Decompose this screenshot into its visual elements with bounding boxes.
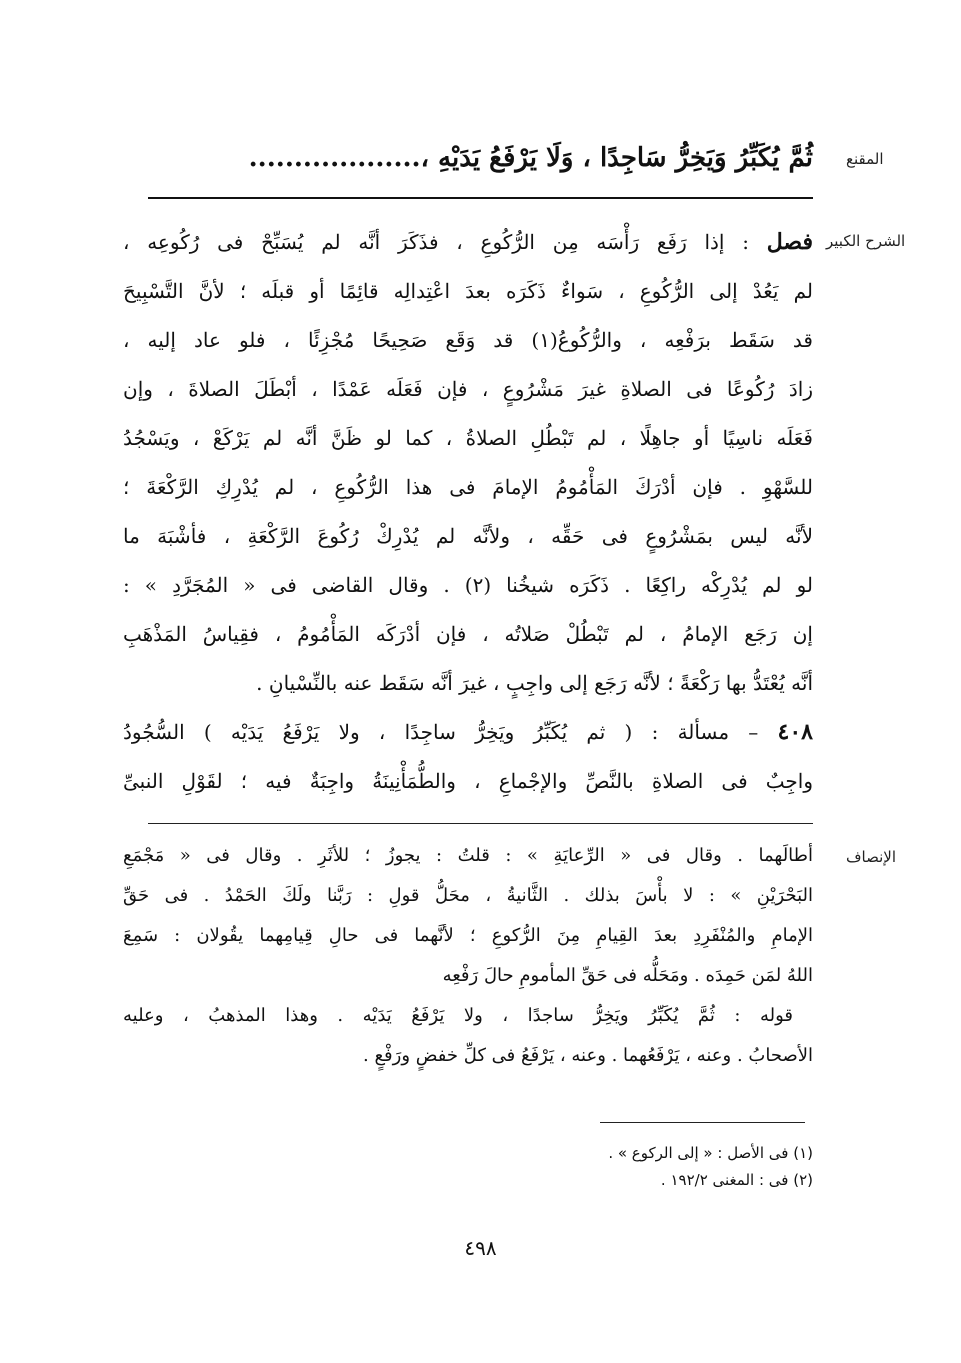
insaf-line-3: الإمامِ والمُنْفَرِدِ بعدَ القِيامِ مِنَ الرُّكوعِ ؛ لأنَّهما فى حالِ قِيامِهما يقُولان : سَمِعَ: [123, 925, 813, 946]
sharh-line-1-text: : إذا رَفَع رَأْسَه مِن الرُّكُوعِ ، فذَكَرَ أنَّه لم يُسَبِّحْ فى رُكُوعِه ،: [123, 230, 749, 254]
sharh-line-7: لأنَّه ليس بمَشْرُوعٍ فى حَقِّه ، ولأنَّه لم يُدْرِكْ رُكُوعَ الرَّكْعَةِ ، فأشْبَهَ ما: [123, 524, 813, 548]
sharh-line-1: [123, 218, 813, 267]
footnote-divider: [600, 1122, 805, 1123]
sharh-line-6: للسَّهْوِ . فإن أدْرَكَ المَأْمُومُ الإمامَ فى هذا الرُّكُوعِ ، لم يُدْرِكِ الرَّكْعَةَ ؛: [123, 475, 813, 499]
insaf-line-5: قوله : ثُمَّ يُكَبِّرُ ويَخِرُّ ساجدًا ، ولا يَرْفَعُ يَدَيْه . وهذا المذهبُ ، وعليه: [123, 1005, 793, 1026]
sharh-line-8: لو لم يُدْرِكْه راكِعًا . ذَكَرَه شيخُنا (٢) . وقال القاضى فى « المُجَرَّدِ » :: [123, 573, 813, 597]
insaf-text-block: [123, 836, 813, 1076]
sharh-line-3: قد سَقَط برَفْعِه ، والرُّكُوعُ(١) قد وَقَع صَحِيحًا مُجْزِئًا ، فلو عاد إليه ،: [123, 328, 813, 352]
masala-number: ٤٠٨: [777, 719, 813, 745]
sharh-line-10: أنَّه يُعْتَدُّ بها رَكْعَةً ؛ لأنَّه رَجَع إلى واجِبٍ ، غيرَ أنَّه سَقَط عنه بالنِّسْيانِ .: [256, 671, 813, 695]
top-divider: [148, 197, 813, 199]
sharh-line-5: فَعَلَه ناسِيًا أو جاهِلًا ، لم تَبْطُلِ الصلاةُ ، كما لو ظَنَّ أنَّه لم يَرْكَعْ ، ويَسْجُدُ: [123, 426, 813, 450]
footnotes: [413, 1140, 813, 1194]
muqni-line: ثُمَّ يُكَبِّرُ وَيَخِرُّ سَاجِدًا ، وَلَا يَرْفَعُ يَدَيْهِ ،...................: [248, 143, 813, 173]
sharh-line-12: واجِبٌ فى الصلاةِ بالنَّصِّ والإجْماعِ ، والطُّمَأْنِينَةُ واجِبَةٌ فيه ؛ لقَوْلِ النبىِّ: [123, 769, 814, 793]
middle-divider: [148, 823, 813, 824]
sharh-text-block: [123, 218, 813, 806]
sharh-line-11: [123, 708, 813, 757]
sharh-line-2: لم يَعُدْ إلى الرُّكُوعِ ، سَواءٌ ذَكَرَه بعدَ اعْتِدالِه قائِمًا أو قبلَه ؛ لأنَّ التَّسْبِيحَ: [123, 279, 813, 303]
footnote-1: (١) فى الأصل : « إلى الركوع » .: [608, 1144, 813, 1162]
sharh-line-4: زادَ رُكُوعًا فى الصلاةِ غيرَ مَشْرُوعٍ ، فإن فَعَلَه عَمْدًا ، أبْطَلَ الصلاةَ ، وإن: [123, 377, 813, 401]
sharh-line-11-text: – مسألة : ( ثم يُكَبِّرُ ويَخِرُّ ساجِدًا ، ولا يَرْفَعُ يَدَيْه ) السُّجُودُ: [123, 720, 759, 744]
insaf-line-1: أطالَهما . وقال فى « الرِّعايَةِ » : قلتُ : يجوزُ ؛ للأثَرِ . وقال فى « مَجْمَعِ: [123, 845, 813, 866]
muqni-text-block: [123, 138, 813, 178]
fasl-heading: فصل: [766, 229, 813, 255]
sharh-line-9: إن رَجَع الإمامُ ، لم تَبْطُلْ صَلاتُه ، فإن أدْرَكَه المَأْمُومُ ، فقِياسُ المَذْهَبِ: [123, 622, 813, 646]
muqni-label: المقنع: [846, 150, 884, 168]
insaf-line-6: الأصحابُ . وعنه ، يَرْفَعُهما . وعنه ، يَرْفَعُ فى كلِّ خفضٍ ورَفْعٍ .: [363, 1045, 813, 1066]
insaf-line-4: اللهُ لمَن حَمِدَه . ومَحَلُّه فى حَقِّ المأمومِ حالَ رَفْعِه: [442, 965, 813, 986]
insaf-line-2: البَحْرَيْنِ » : لا بأْسَ بذلك . الثَّانيةُ ، محَلُّ قولِ : رَبَّنا ولَكَ الحَمْدُ . فى حَقِّ: [123, 885, 813, 906]
page-number: ٤٩٨: [464, 1236, 497, 1260]
sharh-label: الشرح الكبير: [826, 232, 906, 250]
insaf-label: الإنصاف: [846, 848, 897, 866]
footnote-2: (٢) فى : المغنى ١٩٢/٢ .: [660, 1171, 813, 1189]
